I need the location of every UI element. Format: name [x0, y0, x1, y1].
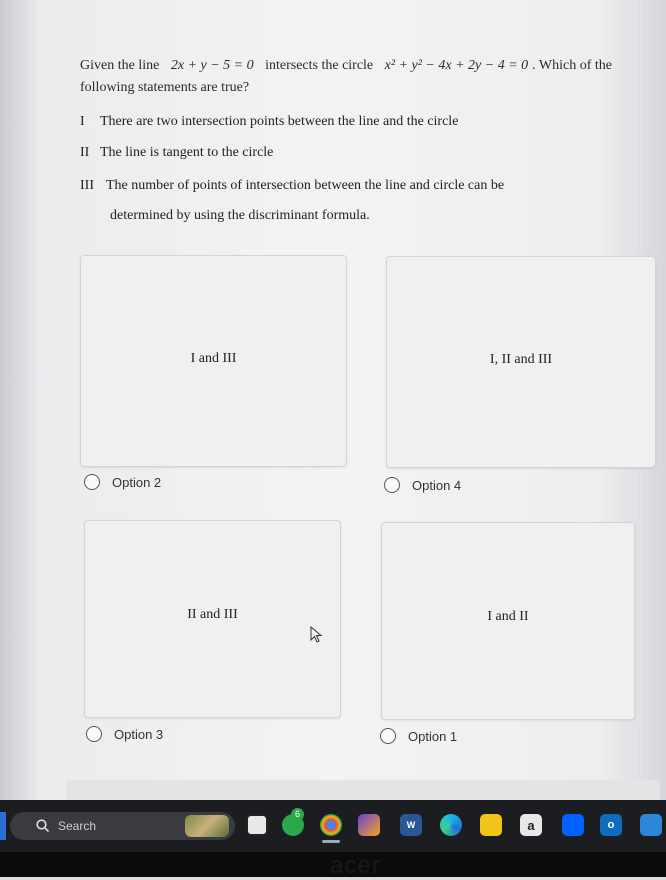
option-label: Option 3: [114, 726, 164, 742]
answer-text: I and II: [487, 609, 529, 624]
question-text: [80, 55, 640, 99]
option-label: Option 2: [112, 474, 162, 490]
widgets-icon[interactable]: [0, 812, 6, 840]
statement-numeral: II: [80, 145, 90, 160]
question-part1: Given the line: [80, 58, 160, 73]
statement-numeral: III: [80, 178, 94, 193]
line-equation: 2x + y − 5 = 0: [170, 58, 254, 73]
taskbar-search[interactable]: [10, 812, 235, 840]
option-label: Option 4: [412, 477, 462, 493]
search-icon: [36, 819, 50, 833]
circle-equation: x² + y² − 4x + 2y − 4 = 0: [384, 58, 529, 73]
edge-icon[interactable]: [440, 814, 462, 836]
option-4-radio[interactable]: [384, 477, 400, 493]
option-3-radio[interactable]: [86, 726, 102, 742]
statement-1: [80, 114, 458, 130]
statement-text: determined by using the discriminant formula.: [110, 208, 370, 223]
option-2-radio[interactable]: [84, 474, 100, 490]
answer-card-option-4[interactable]: [386, 256, 656, 468]
task-view-icon[interactable]: [246, 814, 268, 836]
next-card-edge: [66, 780, 660, 802]
statement-text: The number of points of intersection between the line and circle can be: [106, 178, 505, 193]
option-3-radio-row[interactable]: [86, 726, 163, 742]
option-2-radio-row[interactable]: [84, 474, 161, 490]
chrome-icon[interactable]: [320, 814, 342, 836]
statement-numeral: I: [80, 114, 85, 129]
answer-text: II and III: [187, 607, 238, 622]
search-highlight-image: [185, 815, 229, 837]
answer-text: I, II and III: [489, 352, 553, 367]
statement-text: There are two intersection points between the line and the circle: [100, 114, 459, 129]
active-app-indicator: [322, 840, 340, 843]
statement-2: [80, 145, 273, 161]
option-1-radio[interactable]: [380, 728, 396, 744]
amazon-icon[interactable]: a: [520, 814, 542, 836]
mouse-cursor-icon: [310, 626, 324, 644]
answer-text: I and III: [190, 351, 237, 366]
option-4-radio-row[interactable]: [384, 477, 461, 493]
statement-text: The line is tangent to the circle: [100, 145, 274, 160]
notification-badge: 6: [291, 808, 304, 821]
question-part2: intersects the circle: [265, 58, 374, 73]
answer-card-option-1[interactable]: [381, 522, 635, 720]
statement-3-continued: [110, 208, 370, 224]
bezel-logo: acer: [330, 852, 381, 879]
statement-3: [80, 178, 504, 194]
app-icon-colorful[interactable]: [358, 814, 380, 836]
answer-card-option-2[interactable]: [80, 255, 347, 467]
laptop-bezel: [0, 852, 666, 877]
file-explorer-icon[interactable]: [480, 814, 502, 836]
option-label: Option 1: [408, 728, 458, 744]
answer-card-option-3[interactable]: [84, 520, 341, 718]
option-1-radio-row[interactable]: [380, 728, 457, 744]
outlook-icon[interactable]: o: [600, 814, 622, 836]
question-part3: . Which of the following statements are true?: [80, 58, 612, 95]
search-label: Search: [58, 819, 97, 833]
dropbox-icon[interactable]: [562, 814, 584, 836]
word-icon[interactable]: W: [400, 814, 422, 836]
telegram-icon[interactable]: [640, 814, 662, 836]
